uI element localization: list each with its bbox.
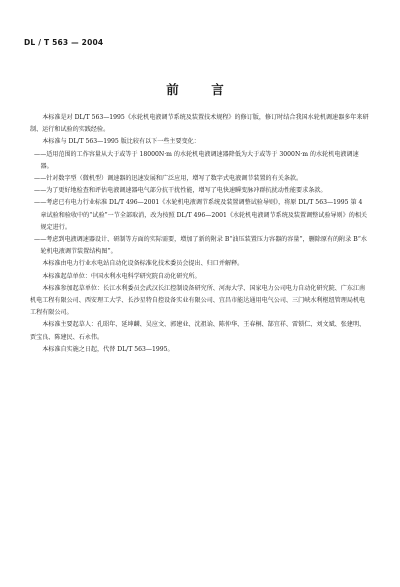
change-item: ——为了更好地检查和评估电液调速器电气部分抗干扰性能，增写了电快速瞬变脉冲群抗扰动性能要求条款。 [34,187,327,195]
foreword-body [30,112,370,356]
participants-paragraph: 本标准参加起草单位：长江水利委员会武汉长江控制设备研究所、河海大学、国家电力公司电力自动化研究院、广东江南机电工程有限公司、西安理工大学、长沙星特自控设备实业有限公司、宜昌市能达通用电气公司、三门峡水利枢纽管理局机电工程有限公司。 [30,284,366,317]
page-title: 前 言 [166,82,234,97]
change-item: ——考虑已有电力行业标准 DL/T 496—2001《水轮机电液调节系统及装置调整试验导则》，将原 DL/T 563—1995 第 4 章试验和验收中的“试验”一节全部取消，改为按照 DL/T 496—2001《水轮机电液调节系统及装置调整试验导则》的相关规定进行。 [34,199,368,231]
intro-paragraph: 本标准是对 DL/T 563—1995《水轮机电液调节系统及装置技术规程》的修订版，修订时结合我国水轮机调速器多年来研制、运行和试验的实践经验。 [30,114,369,134]
standard-number-header: DL / T 563 — 2004 [24,38,104,47]
replaces-paragraph: 本标准自实施之日起，代替 DL/T 563—1995。 [42,345,174,353]
proposer-paragraph: 本标准由电力行业水电站自动化设备标准化技术委员会提出、归口并解释。 [42,260,244,268]
change-item: ——考虑到电液调速器设计、研制等方面的实际需要，增加了新的附录 B“油压装置压力容器的容量”，删除原有的附录 B“水轮机电液调节装置结构图”。 [34,236,367,256]
drafters-paragraph: 本标准主要起草人：孔昭年、延坤麟、吴应文、郭建业、沈祖诒、陈仲华、王春桐、郜宜祥、雷锁仁、刘文斌、张建明、贾宝良、陈建民、石永伟。 [30,321,366,341]
changes-lead-paragraph: 本标准与 DL/T 563—1995 版比较有以下一些主要变化： [42,138,200,146]
change-item: ——适用范围的工作容量从大于或等于 18000N·m 的水轮机电液调速器降低为大于或等于 3000N·m 的水轮机电液调速器。 [34,150,359,170]
drafting-unit-paragraph: 本标准起草单位：中国水利水电科学研究院自动化研究所。 [42,272,201,280]
change-item: ——针对数字型（微机型）调速器的迅速发展和广泛应用，增写了数字式电液调节装置的有关条款。 [34,175,303,183]
